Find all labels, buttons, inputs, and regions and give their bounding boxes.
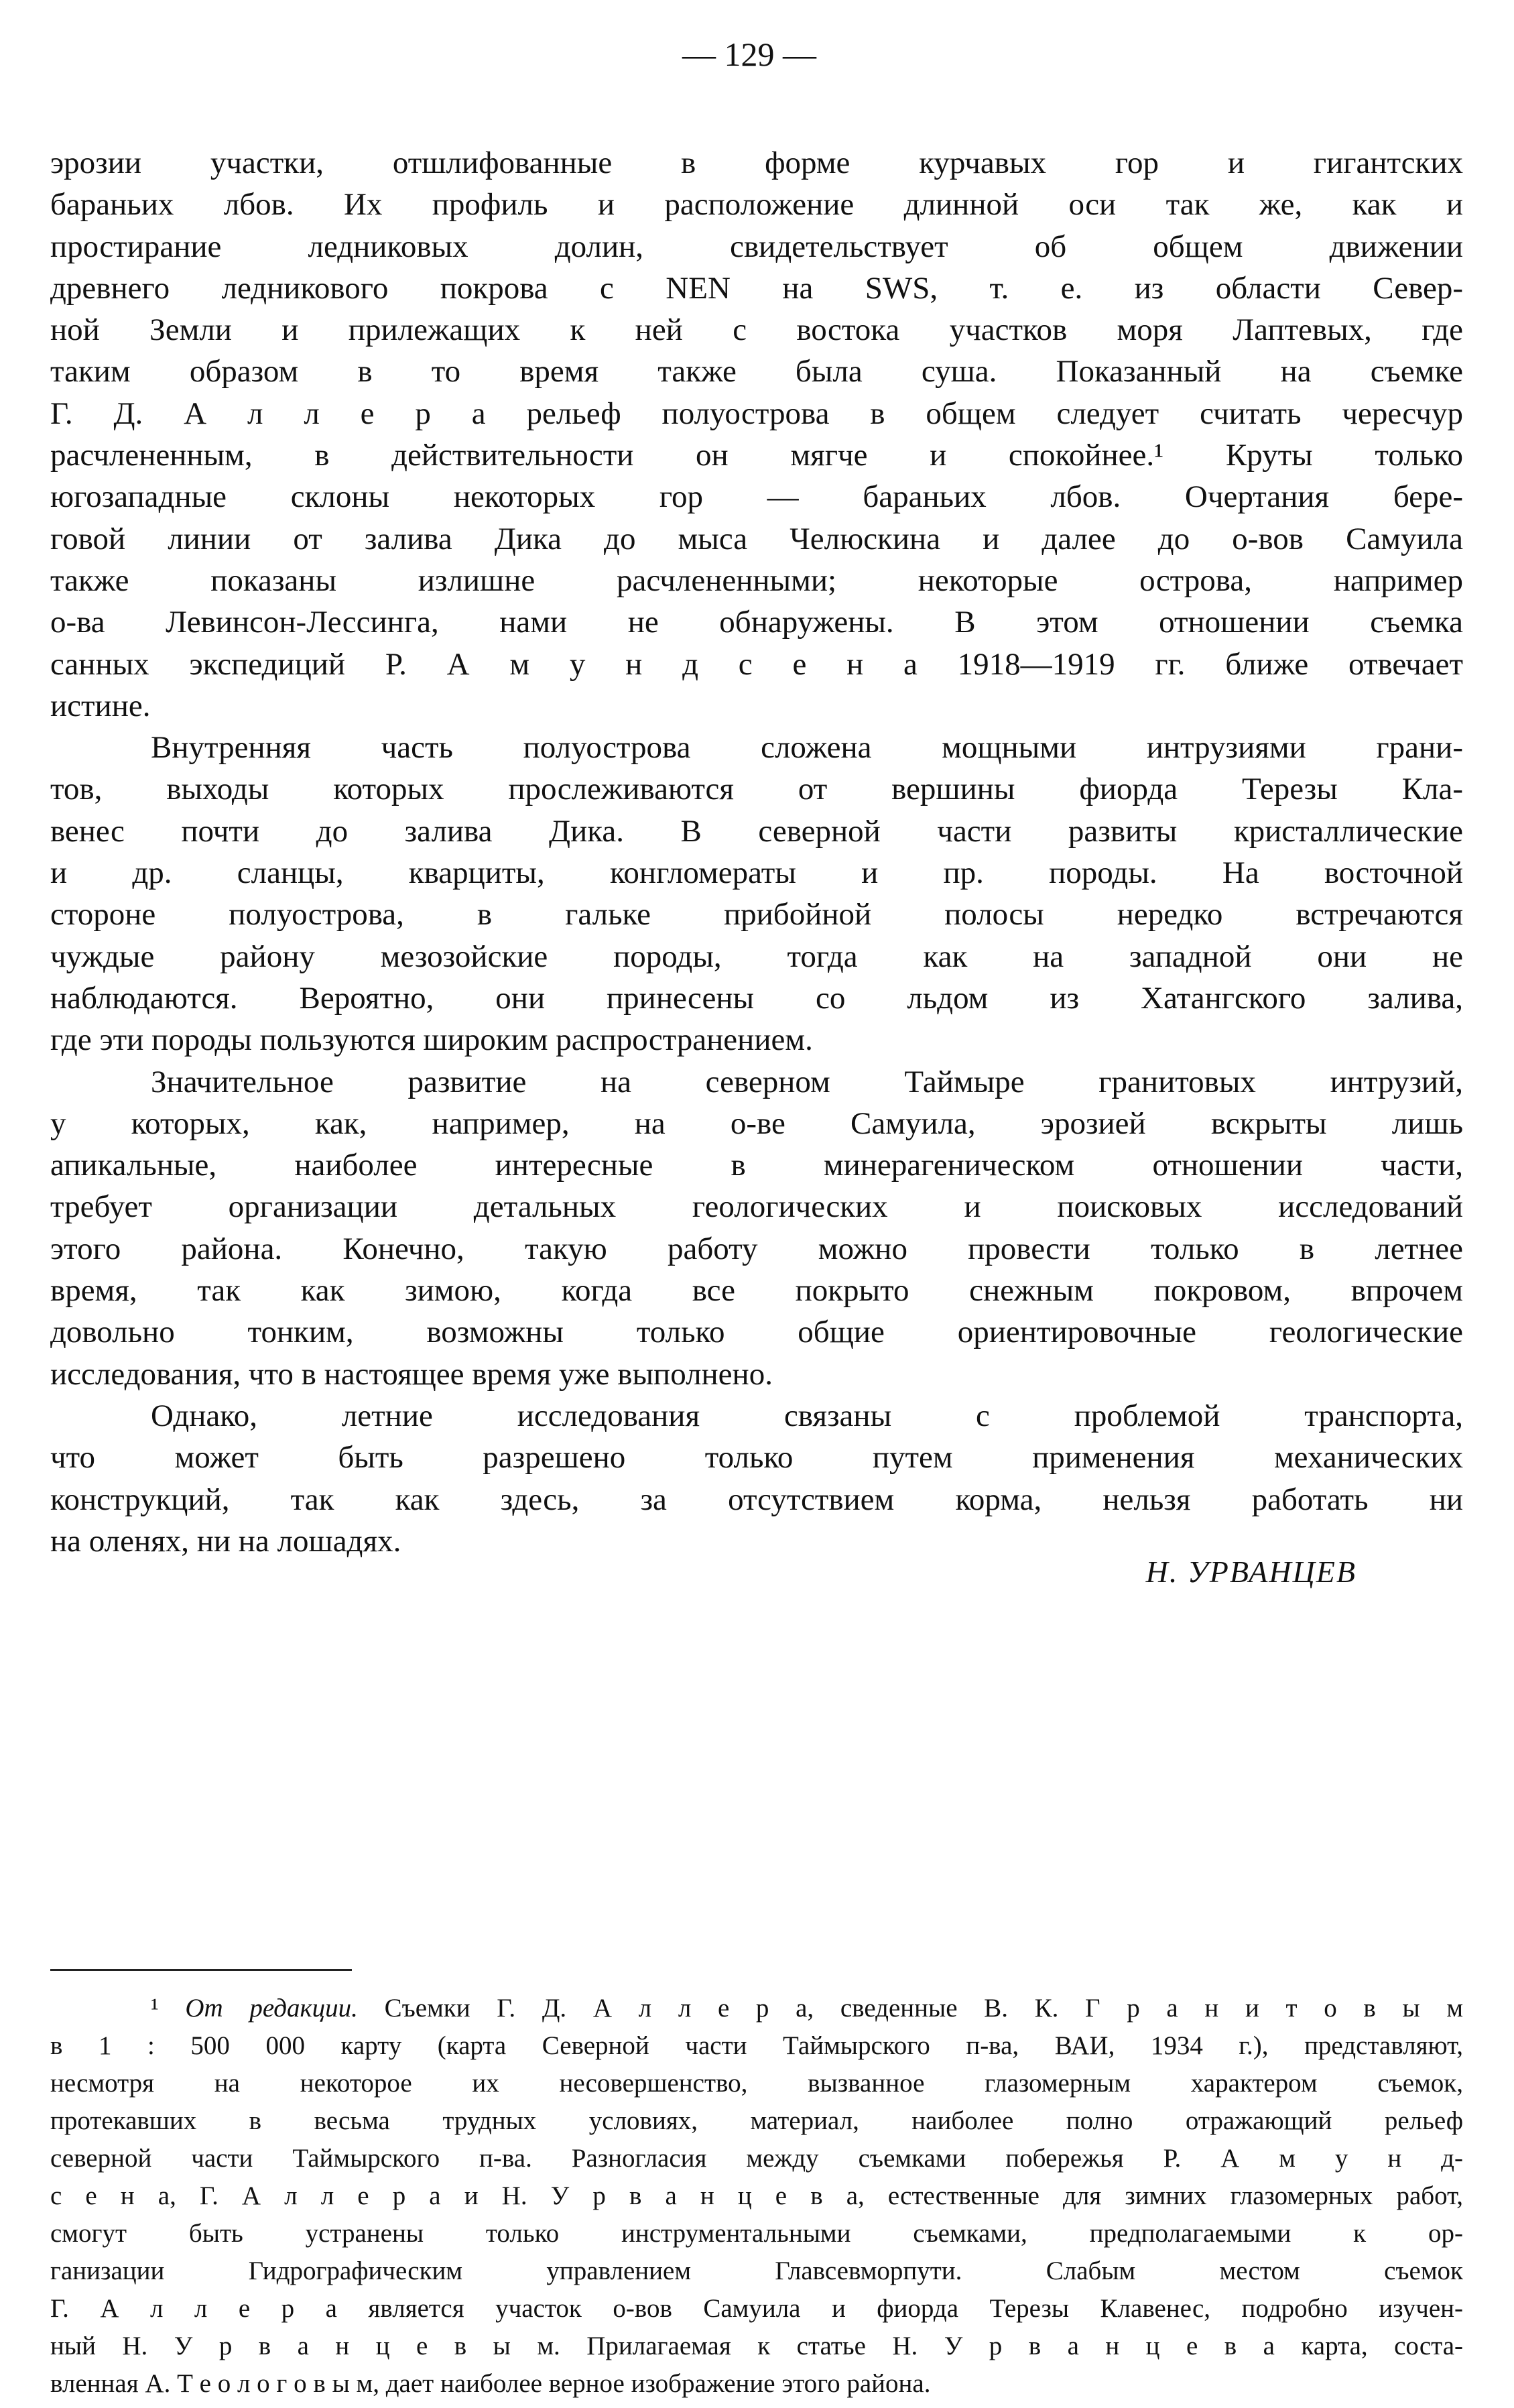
text-line: тов, выходы которых прослеживаются от вершины фиорда Терезы Кла- <box>50 772 1463 807</box>
footnote-line: Г. А л л е р а является участок о-вов Самуила и фиорда Терезы Клавенес, подробно изучен- <box>50 2294 1463 2323</box>
page-number: — 129 — <box>682 36 816 73</box>
footnote-line: протекавших в весьма трудных условиях, материал, наиболее полно отражающий рельеф <box>50 2106 1463 2135</box>
text-line: бараньих лбов. Их профиль и расположение длинной оси так же, как и <box>50 187 1463 223</box>
paragraph <box>50 1395 1463 1562</box>
footnote-line: с е н а, Г. А л л е р а и Н. У р в а н ц е в а, естественные для зимних глазомерных работ, <box>50 2181 1463 2210</box>
text-line: исследования, что в настоящее время уже выполнено. <box>50 1356 773 1392</box>
footnote <box>50 1990 1463 2403</box>
footnote-line: смогут быть устранены только инструментальными съемками, предполагаемыми к ор- <box>50 2219 1463 2248</box>
author-signature: Н. УРВАНЦЕВ <box>1145 1555 1357 1589</box>
paragraph <box>50 1061 1463 1395</box>
text-line: что может быть разрешено только путем применения механических <box>50 1440 1463 1476</box>
text-line: апикальные, наиболее интересные в минерагеническом отношении части, <box>50 1148 1463 1183</box>
text-line: Значительное развитие на северном Таймыре гранитовых интрузий, <box>151 1064 1463 1099</box>
text-line: древнего ледникового покрова с NEN на SWS, т. е. из области Север- <box>50 270 1463 306</box>
text-line: истине. <box>50 688 151 723</box>
text-line: и др. сланцы, кварциты, конгломераты и пр. породы. На восточной <box>50 855 1463 891</box>
text-line: конструкций, так как здесь, за отсутствием корма, нельзя работать ни <box>50 1482 1463 1517</box>
footnote-line: северной части Таймырского п-ва. Разногласия между съемками побережья Р. А м у н д- <box>50 2144 1463 2173</box>
text-line: время, так как зимою, когда все покрыто снежным покровом, впрочем <box>50 1273 1463 1309</box>
text-line: Г. Д. А л л е р а рельеф полуострова в общем следует считать чересчур <box>50 396 1463 431</box>
text-line: таким образом в то время также была суша. Показанный на съемке <box>50 354 1463 389</box>
text-line: Внутренняя часть полуострова сложена мощными интрузиями грани- <box>151 730 1463 766</box>
text-line: о-ва Левинсон-Лессинга, нами не обнаружены. В этом отношении съемка <box>50 605 1463 640</box>
footnote-marker: ¹ <box>151 1994 159 2023</box>
text-line: довольно тонким, возможны только общие ориентировочные геологические <box>50 1315 1463 1350</box>
footnote-divider <box>50 1969 352 1971</box>
text-line: простирание ледниковых долин, свидетельствует об общем движении <box>50 229 1463 264</box>
text-line: наблюдаются. Вероятно, они принесены со льдом из Хатангского залива, <box>50 980 1463 1016</box>
footnote-line: вленная А. Т е о л о г о в ы м, дает наиболее верное изображение этого района. <box>50 2369 931 2398</box>
text-line: говой линии от залива Дика до мыса Челюскина и далее до о-вов Самуила <box>50 521 1463 556</box>
text-line: ной Земли и прилежащих к ней с востока участков моря Лаптевых, где <box>50 312 1463 348</box>
text-line: также показаны излишне расчлененными; некоторые острова, например <box>50 562 1463 598</box>
paragraph <box>50 727 1463 1061</box>
footnote-first-line-text: Съемки Г. Д. А л л е р а, сведенные В. К. Г р а н и т о в ы м <box>384 1994 1463 2023</box>
footnote-line: несмотря на некоторое их несовершенство, вызванное глазомерным характером съемок, <box>50 2069 1463 2098</box>
text-line: Однако, летние исследования связаны с проблемой транспорта, <box>151 1398 1463 1433</box>
footnote-lead: От редакции. <box>185 1994 358 2023</box>
text-line: требует организации детальных геологических и поисковых исследований <box>50 1189 1463 1225</box>
text-line: стороне полуострова, в гальке прибойной полосы нередко встречаются <box>50 897 1463 932</box>
text-line: венес почти до залива Дика. В северной части развиты кристаллические <box>50 813 1463 849</box>
footnote-first-line <box>50 1990 1463 2027</box>
text-line: расчлененным, в действительности он мягче и спокойнее.¹ Круты только <box>50 438 1463 473</box>
text-line: чуждые району мезозойские породы, тогда как на западной они не <box>50 939 1463 974</box>
text-line: у которых, как, например, на о-ве Самуила, эрозией вскрыты лишь <box>50 1105 1463 1141</box>
paragraph <box>50 142 1463 727</box>
footnote-line: в 1 : 500 000 карту (карта Северной части Таймырского п-ва, ВАИ, 1934 г.), представляют, <box>50 2031 1463 2060</box>
text-line: на оленях, ни на лошадях. <box>50 1523 401 1559</box>
footnote-line: ный Н. У р в а н ц е в ы м. Прилагаемая к статье Н. У р в а н ц е в а карта, соста- <box>50 2332 1463 2360</box>
article-body <box>50 142 1463 1562</box>
text-line: санных экспедиций Р. А м у н д с е н а 1918—1919 гг. ближе отвечает <box>50 646 1463 682</box>
footnote-line: ганизации Гидрографическим управлением Главсевморпути. Слабым местом съемок <box>50 2256 1463 2285</box>
text-line: эрозии участки, отшлифованные в форме курчавых гор и гигантских <box>50 145 1463 180</box>
text-line: югозападные склоны некоторых гор — бараньих лбов. Очертания бере- <box>50 479 1463 515</box>
text-line: этого района. Конечно, такую работу можно провести только в летнее <box>50 1231 1463 1266</box>
text-line: где эти породы пользуются широким распространением. <box>50 1022 813 1058</box>
